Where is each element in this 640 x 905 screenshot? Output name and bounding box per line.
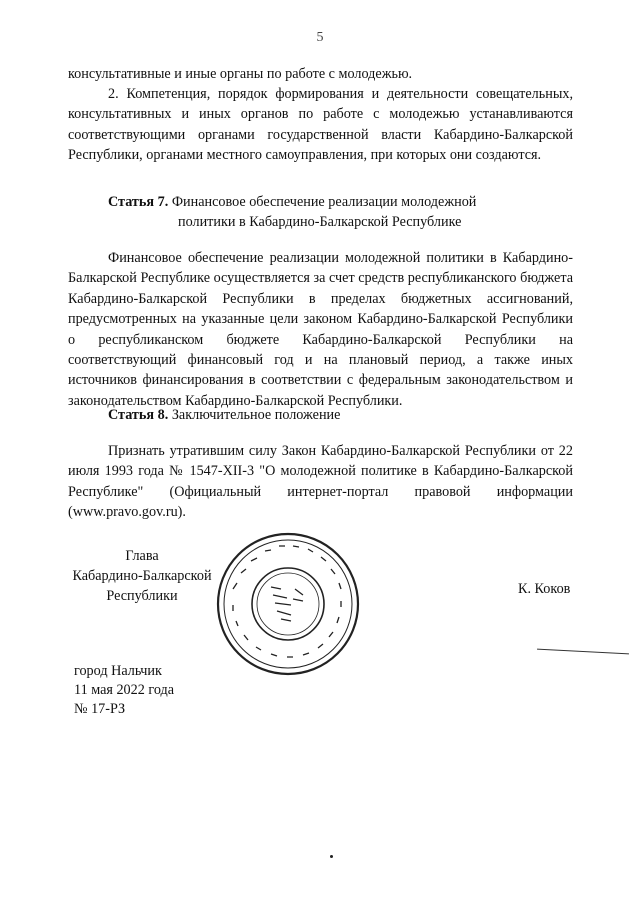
scan-artifact-dot bbox=[330, 855, 333, 858]
article-7-title-line2: политики в Кабардино-Балкарской Республике bbox=[178, 214, 462, 230]
footer-number: № 17-РЗ bbox=[74, 701, 126, 717]
article-7-heading bbox=[108, 192, 528, 232]
intro-continuation: консультативные и иные органы по работе с молодежью. bbox=[68, 66, 413, 82]
article-7-label: Статья 7. bbox=[108, 194, 169, 210]
article-7-title-line1: Финансовое обеспечение реализации молодежной bbox=[171, 194, 477, 210]
article-8-text: Признать утратившим силу Закон Кабардино-Балкарской Республики от 22 июля 1993 года № 1547-XII-3 "О молодежной политике в Кабардино-Балкарской Республике" (Официальный интернет-портал правовой информации (www.pravo.gov.ru). bbox=[68, 443, 573, 521]
footer-date: 11 мая 2022 года bbox=[74, 682, 175, 698]
signature-title bbox=[72, 546, 212, 606]
signature-line1: Глава bbox=[125, 548, 159, 564]
signature-line bbox=[537, 649, 629, 655]
article-8-heading bbox=[108, 405, 528, 425]
signature-line3: Республики bbox=[106, 588, 178, 604]
signature-line2: Кабардино-Балкарской bbox=[72, 568, 212, 584]
intro-paragraph-2: 2. Компетенция, порядок формирования и деятельности совещательных, консультативных и иных органов по работе с молодежью устанавливаются соответствующими органами государственной власти Кабардино-Балкарской Республики, органами местного самоуправления, при которых они создаются. bbox=[68, 86, 573, 164]
article-7-text: Финансовое обеспечение реализации молодежной политики в Кабардино-Балкарской Республике осуществляется за счет средств республиканского бюджета Кабардино-Балкарской Республики в пределах бюджетных ассигнований, предусмотренных на указанные цели законом Кабардино-Балкарской Республики о республиканском бюджете Кабардино-Балкарской Республики на соответствующий финансовый год и на плановый период, а также иных источников финансирования в соответствии с федеральным законодательством и законодательством Кабардино-Балкарской Республики. bbox=[68, 250, 573, 409]
page-number: 5 bbox=[316, 30, 324, 45]
article-8-label: Статья 8. bbox=[108, 407, 169, 423]
document-footer bbox=[74, 662, 174, 719]
signatory-name: К. Коков bbox=[518, 581, 571, 597]
footer-city: город Нальчик bbox=[74, 663, 162, 679]
official-seal-stamp bbox=[213, 529, 363, 679]
article-8-title: Заключительное положение bbox=[171, 407, 341, 423]
